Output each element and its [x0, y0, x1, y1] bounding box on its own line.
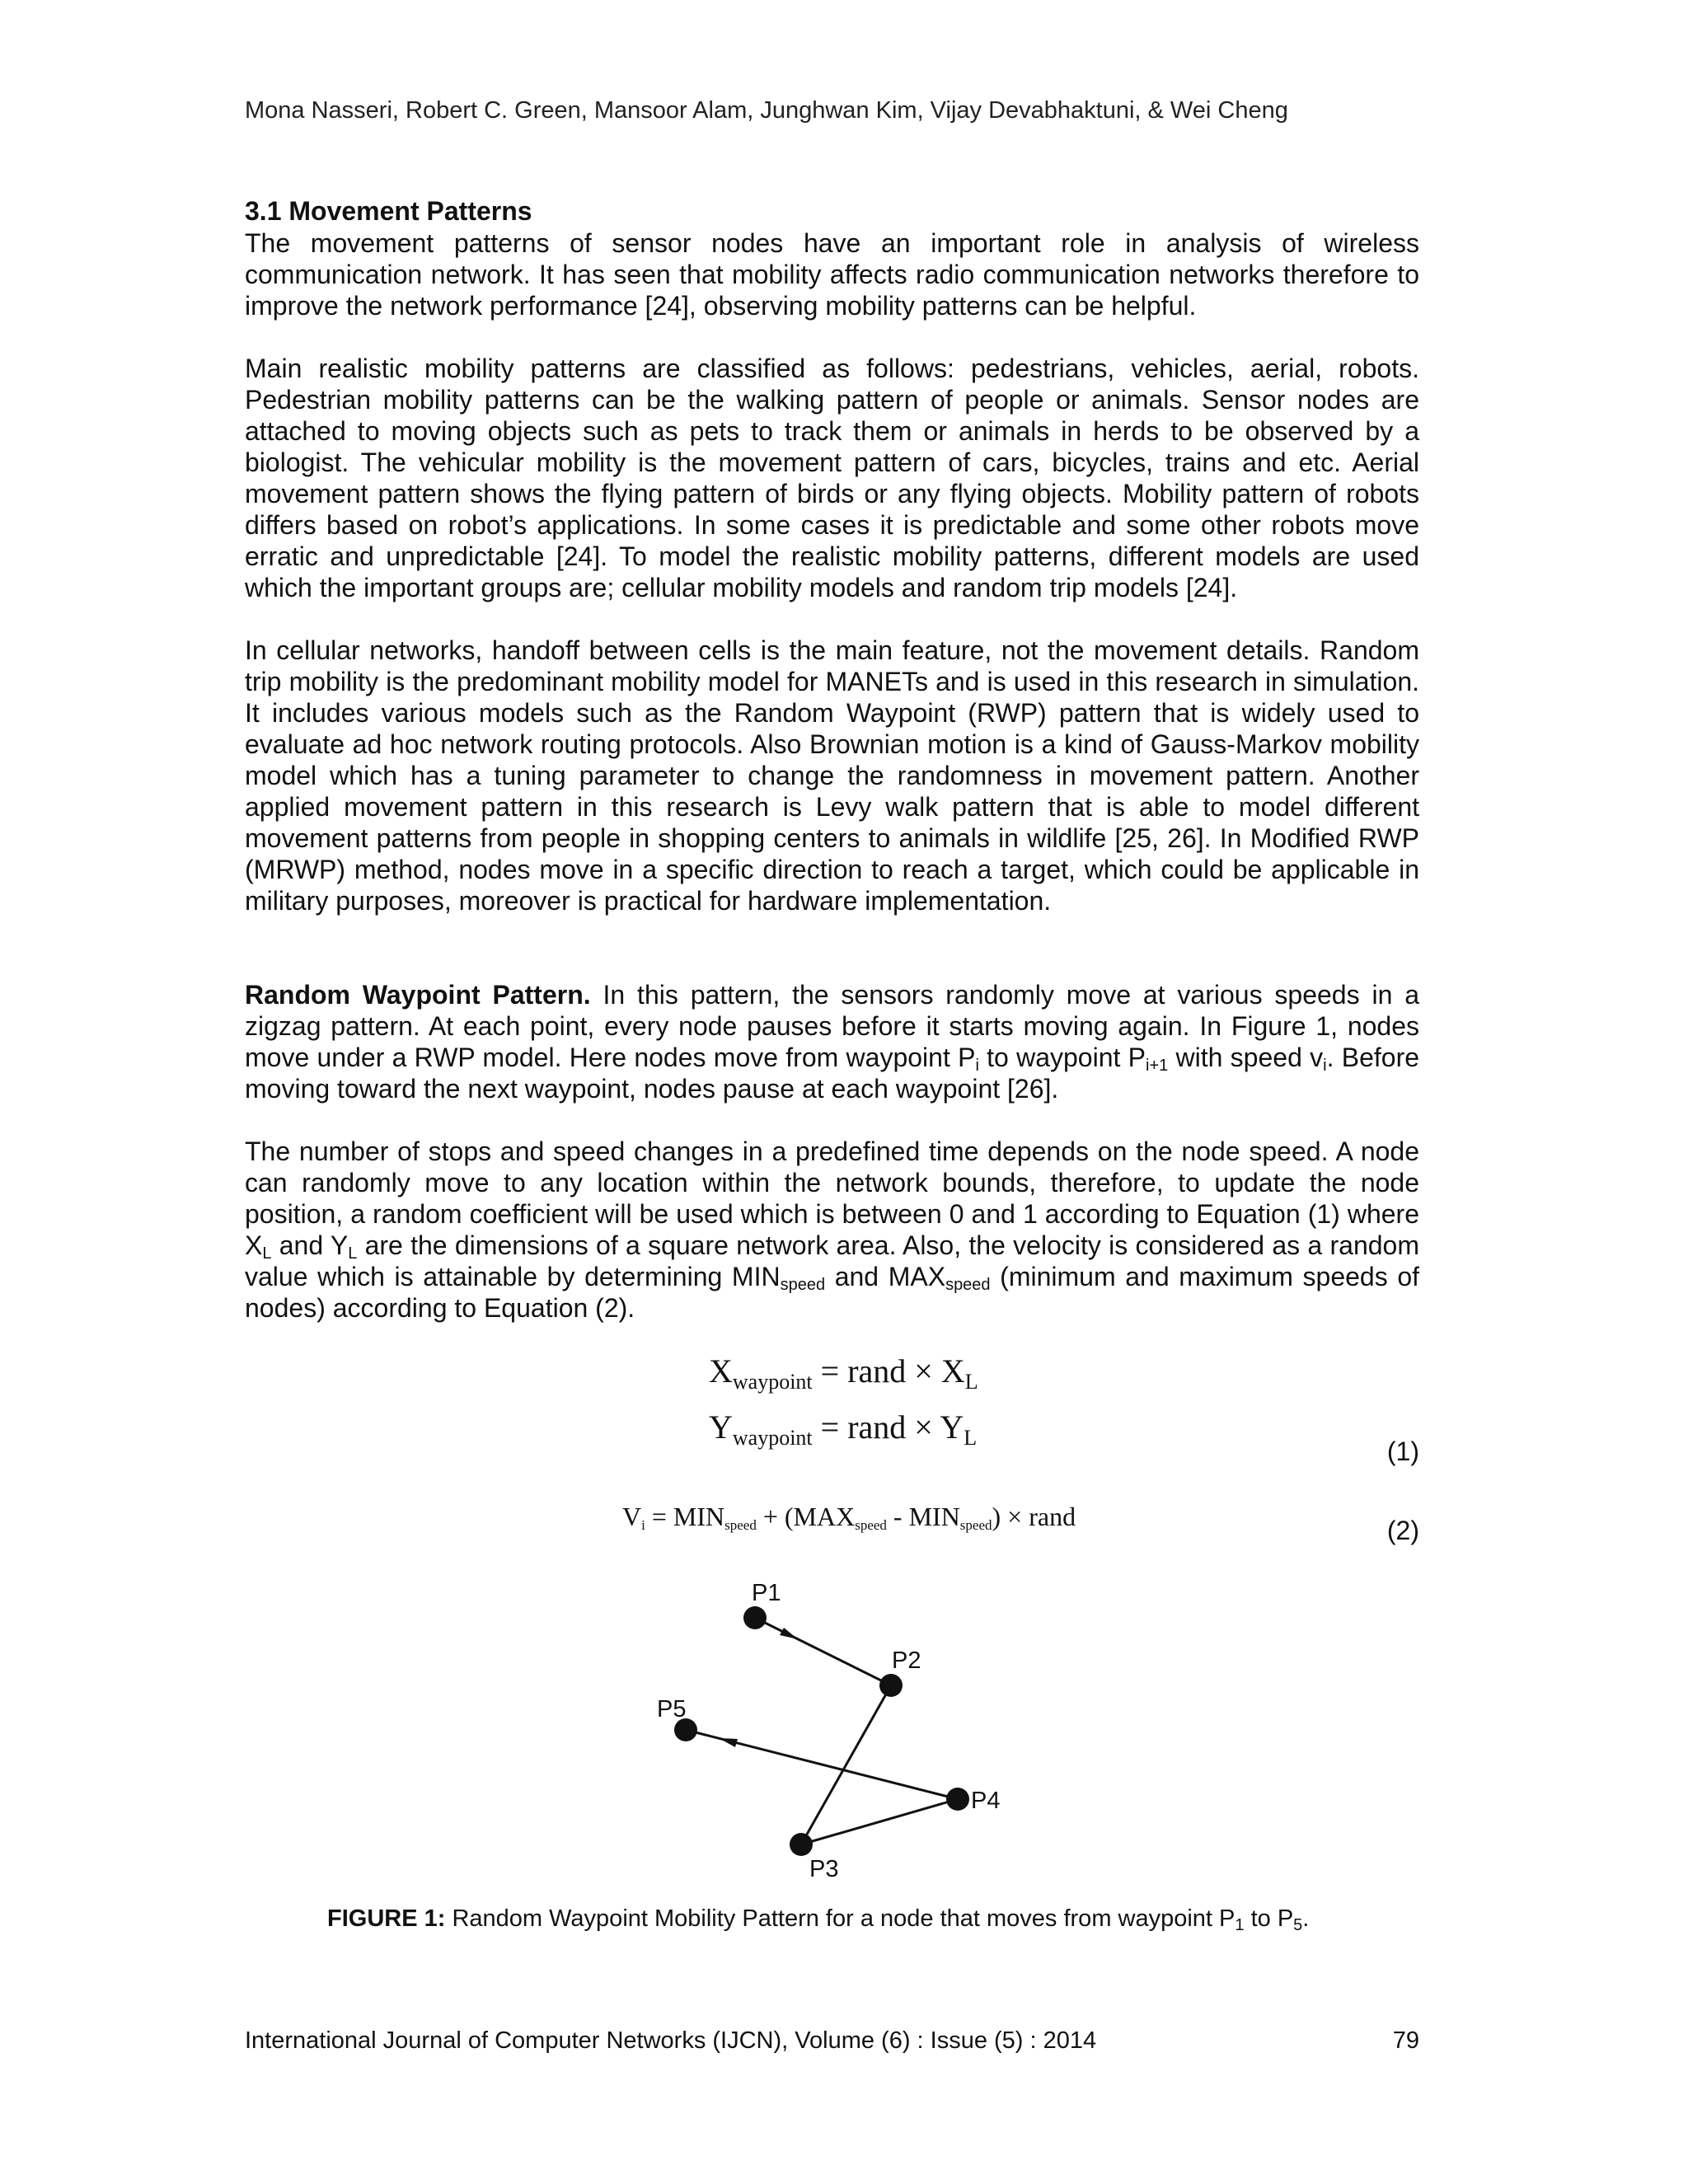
equation-1-line-2: $Y_{waypoint}$ = rand × $Y_L$: [709, 1408, 978, 1450]
section-title: 3.1 Movement Patterns: [245, 196, 532, 226]
paragraph-3: In cellular networks, handoff between cells is the main feature, not the movement details. Random trip mobility is the predominant mobility model for MANETs and is used in this research in simulation. It includes various models such as the Random Waypoint (RWP) pattern that is widely used to evaluate ad hoc network routing protocols. Also Brownian motion is a kind of Gauss-Markov mobility model which has a tuning parameter to change the randomness in movement pattern. Another applied movement pattern in this research is Levy walk pattern that is able to model different movement patterns from people in shopping centers to animals in wildlife [25, 26]. In Modified RWP (MRWP) method, nodes move in a specific direction to reach a target, which could be applicable in military purposes, moreover is practical for hardware implementation.: [245, 635, 1419, 916]
paragraph-2: Main realistic mobility patterns are classified as follows: pedestrians, vehicles, aerial, robots. Pedestrian mobility patterns can be the walking pattern of people or animals. Sensor nodes are attached to moving objects such as pets to track them or animals in herds to be observed by a biologist. The vehicular mobility is the movement pattern of cars, bicycles, trains and etc. Aerial movement pattern shows the flying pattern of birds or any flying objects. Mobility pattern of robots differs based on robot’s applications. In some cases it is predictable and some other robots move erratic and unpredictable [24]. To model the realistic mobility patterns, different models are used which the important groups are; cellular mobility models and random trip models [24].: [245, 354, 1419, 602]
label-p5: P5: [657, 1696, 687, 1722]
equation-2-number: (2): [1386, 1516, 1419, 1545]
paragraph-4: Random Waypoint Pattern. In this pattern, the sensors randomly move at various speeds in a zigzag pattern. At each point, every node pauses before it starts moving again. In Figure 1, nodes move under a RWP model. Here nodes move from waypoint $P_i$ to waypoint $P_{i+1}$ with speed $v_i$. Before moving toward the next waypoint, nodes pause at each waypoint [26].: [245, 980, 1420, 1104]
journal-footer: International Journal of Computer Networks (IJCN), Volume (6) : Issue (5) : 2014: [245, 2027, 1097, 2054]
label-p2: P2: [892, 1647, 921, 1674]
arrow-p1-p2: [780, 1628, 798, 1639]
waypoint-p4: [946, 1788, 969, 1811]
path-p2-p3: [801, 1685, 891, 1844]
path-p1-p2: [755, 1618, 891, 1685]
path-p3-p4: [801, 1799, 958, 1844]
waypoint-p3: [790, 1833, 813, 1856]
equation-1-line-1: $X_{waypoint}$ = rand × $X_L$: [709, 1352, 978, 1394]
paragraph-5: The number of stops and speed changes in a predefined time depends on the node speed. A node can randomly move to any location within the network bounds, therefore, to update the node position, a random coefficient will be used which is between 0 and 1 according to Equation (1) where $X_L$ and $Y_L$ are the dimensions of a square network area. Also, the velocity is considered as a random value which is attainable by determining $MIN_{speed}$ and $MAX_{speed}$ (minimum and maximum speeds of nodes) according to Equation (2).: [245, 1137, 1420, 1323]
waypoint-p2: [879, 1674, 903, 1697]
running-header: Mona Nasseri, Robert C. Green, Mansoor Alam, Junghwan Kim, Vijay Devabhaktuni, & Wei Cheng: [245, 97, 1288, 124]
arrow-p4-p5: [719, 1738, 738, 1747]
label-p1: P1: [752, 1580, 781, 1606]
figure-caption: FIGURE 1: Random Waypoint Mobility Pattern for a node that moves from waypoint $P_1$ to $P_5$.: [327, 1905, 1310, 1934]
equation-2: $V_i = MIN_{speed} + (MAX_{speed} - MIN_{speed})$ × rand: [622, 1502, 1076, 1533]
waypoint-p1: [743, 1606, 767, 1629]
label-p4: P4: [971, 1788, 1001, 1814]
caption-label: FIGURE 1:: [327, 1905, 446, 1932]
paragraph-4-title: Random Waypoint Pattern.: [245, 980, 591, 1010]
label-p3: P3: [809, 1856, 839, 1882]
paragraph-1: The movement patterns of sensor nodes have an important role in analysis of wireless communication network. It has seen that mobility affects radio communication networks therefore to improve the network performance [24], observing mobility patterns can be helpful.: [245, 228, 1419, 321]
equation-1-number: (1): [1386, 1436, 1419, 1466]
page-number: 79: [1392, 2027, 1419, 2054]
